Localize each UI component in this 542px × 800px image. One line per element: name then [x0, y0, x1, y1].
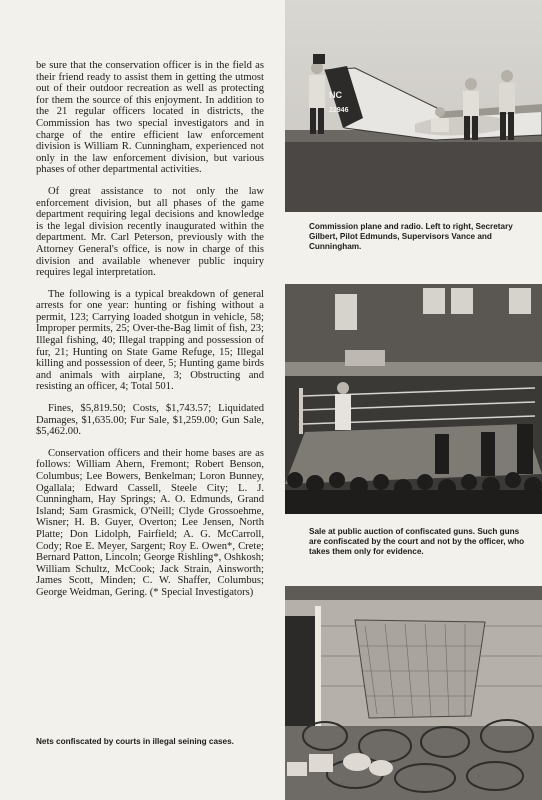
paragraph-officer-role: be sure that the conservation officer is in the field as their friend ready to assist them in getting the utmost out of their outdoor recreation as well as protecting for them the source of this enjoyment. In addition to the 21 regular officers located in districts, the Commission has two special investigators and in charge of the entire efficient law enforcement division is William R. Cunningham, experienced not only in the law enforcement division, but various phases of other departmental activities.	[36, 60, 264, 176]
auction-photo	[285, 284, 542, 514]
paragraph-arrests-breakdown: The following is a typical breakdown of general arrests for one year: hunting or fishing without a permit, 123; Carrying loaded shotgun in vehicle, 58; Improper permits, 25; Over-the-Bag limit of fish, 23; Illegal fishing, 40; Illegal trapping and possession of fur, 21; Hunting on State Game Refuge, 15; Illegal killing and possession of deer, 5; Hunting game birds and animals with airplane, 3; Obstructing and resisting an officer, 4; Total 501.	[36, 288, 264, 393]
paragraph-fines: Fines, $5,819.50; Costs, $1,743.57; Liquidated Damages, $1,635.00; Fur Sale, $1,259.00; Gun Sale, $5,462.00.	[36, 403, 264, 438]
paragraph-officer-list: Conservation officers and their home bases are as follows: William Ahern, Fremont; Robert Benson, Columbus; Lee Bowers, Benkelman; Loron Bunney, Ogallala; Edward Cassell, Steele City; L. J. Cunningham, Hay Springs; A. O. Edmunds, Grand Island; Sam Grasmick, O'Neill; Clyde Grossoehme, Wisner; H. B. Guyer, Overton; Lee Jensen, North Platte; Don Lidolph, Fairfield; A. G. McCarroll, Cody; Roe E. Meyer, Sargent; Roy E. Owen*, Crete; Bernard Patton, Lincoln; George Rishling*, Oshkosh; William Schultz, McCook; Jack Strain, Ainsworth; James Scott, Minden; C. W. Shaffer, Columbus; George Weidman, Gering. (* Special Investigators)	[36, 447, 264, 598]
plane-caption: Commission plane and radio. Left to right, Secretary Gilbert, Pilot Edmunds, Supervisors Vance and Cunningham.	[309, 222, 513, 251]
paragraph-legal-division: Of great assistance to not only the law enforcement division, but all phases of the game department requiring legal decisions and knowledge is the legal division recently inaugurated within the department. Mr. Carl Peterson, previously with the Attorney General's office, is now in charge of this division and available whenever public inquiry requires legal interpretation.	[36, 185, 264, 279]
nets-caption: Nets confiscated by courts in illegal seining cases.	[36, 737, 234, 746]
plane-tail-number: 22946	[329, 107, 349, 114]
nets-photo	[285, 586, 542, 800]
article-body	[36, 60, 264, 609]
plane-photo	[285, 0, 542, 212]
auction-caption: Sale at public auction of confiscated guns. Such guns are confiscated by the court and not by the officer, who takes them only for evidence.	[309, 527, 525, 556]
plane-tail-letters: NC	[329, 90, 342, 100]
